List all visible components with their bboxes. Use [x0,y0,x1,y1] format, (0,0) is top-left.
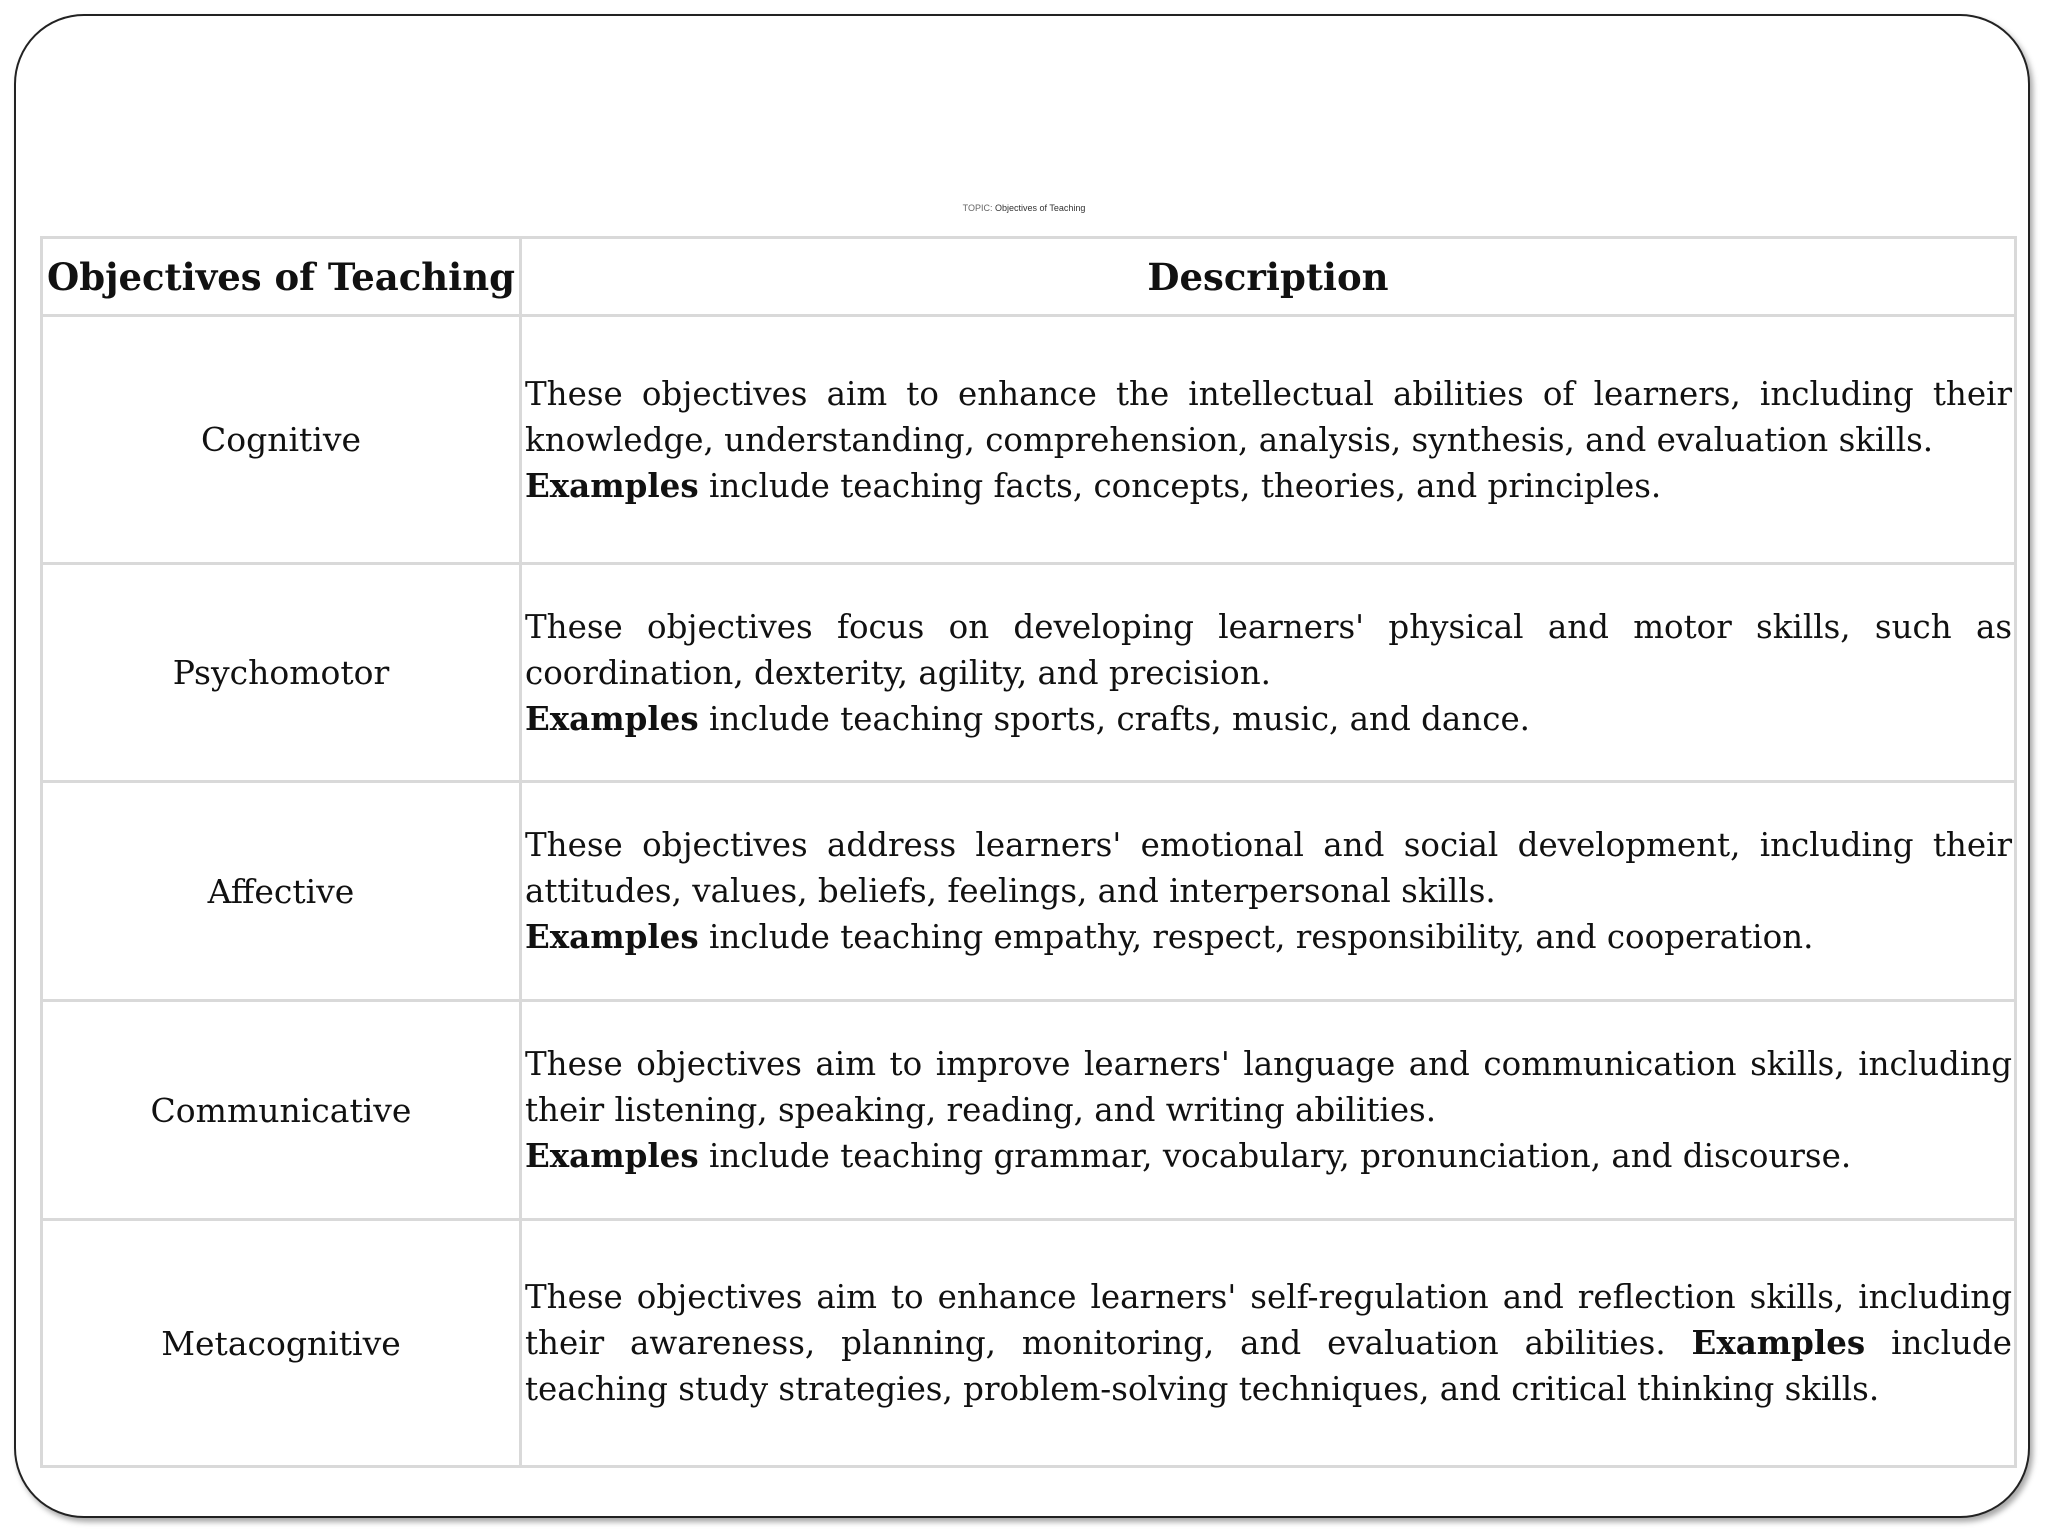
topic-value: Objectives of Teaching [994,203,1086,213]
examples-text: include teaching study strategies, problem-solving techniques, and critical thinking skills. [525,1324,2012,1408]
table-row [42,782,2016,1001]
description-cell [521,1220,2016,1467]
description-cell [521,316,2016,564]
table-row [42,1001,2016,1220]
description-text [525,822,2012,914]
examples-text: include teaching empathy, respect, responsibility, and cooperation. [708,918,1814,956]
objective-cell: Communicative [42,1001,521,1220]
examples-label: Examples [525,698,699,738]
topic-line [0,203,2048,213]
objective-cell: Psychomotor [42,564,521,782]
examples-label: Examples [1691,1323,1866,1362]
examples-line [525,463,2012,509]
examples-label: Examples [525,465,699,505]
description-cell [521,564,2016,782]
topic-label: TOPIC: [962,203,993,213]
header-description: Description [521,238,2016,316]
table-row [42,1220,2016,1467]
examples-text: include teaching facts, concepts, theories, and principles. [708,466,1662,505]
description-text [525,1041,2012,1133]
examples-label: Examples [525,917,699,956]
description-body: These objectives aim to enhance learners' self-regulation and reflection skills, including their awareness, planning, monitoring, and evaluation abilities. [525,1278,2012,1362]
description-body: These objectives aim to enhance the intellectual abilities of learners, including their knowledge, understanding, comprehension, analysis, synthesis, and evaluation skills. [525,374,2012,459]
examples-line [525,914,2012,960]
examples-line [525,1133,2012,1179]
header-objectives: Objectives of Teaching [42,238,521,316]
examples-line [525,696,2012,742]
objective-cell: Metacognitive [42,1220,521,1467]
examples-text: include teaching sports, crafts, music, and dance. [708,699,1531,738]
description-text [525,371,2012,463]
table-header-row [42,238,2016,316]
description-cell [521,782,2016,1001]
description-text [525,604,2012,696]
description-body: These objectives focus on developing learners' physical and motor skills, such as coordination, dexterity, agility, and precision. [525,607,2012,692]
objective-cell: Cognitive [42,316,521,564]
description-body: These objectives aim to improve learners' language and communication skills, including their listening, speaking, reading, and writing abilities. [525,1045,2012,1129]
table-row [42,316,2016,564]
description-text [525,1274,2012,1412]
objectives-table [40,236,2017,1468]
description-cell [521,1001,2016,1220]
examples-label: Examples [525,1136,699,1175]
description-body: These objectives address learners' emotional and social development, including their attitudes, values, beliefs, feelings, and interpersonal skills. [525,826,2012,910]
examples-text: include teaching grammar, vocabulary, pronunciation, and discourse. [708,1137,1852,1175]
objective-cell: Affective [42,782,521,1001]
table-row [42,564,2016,782]
